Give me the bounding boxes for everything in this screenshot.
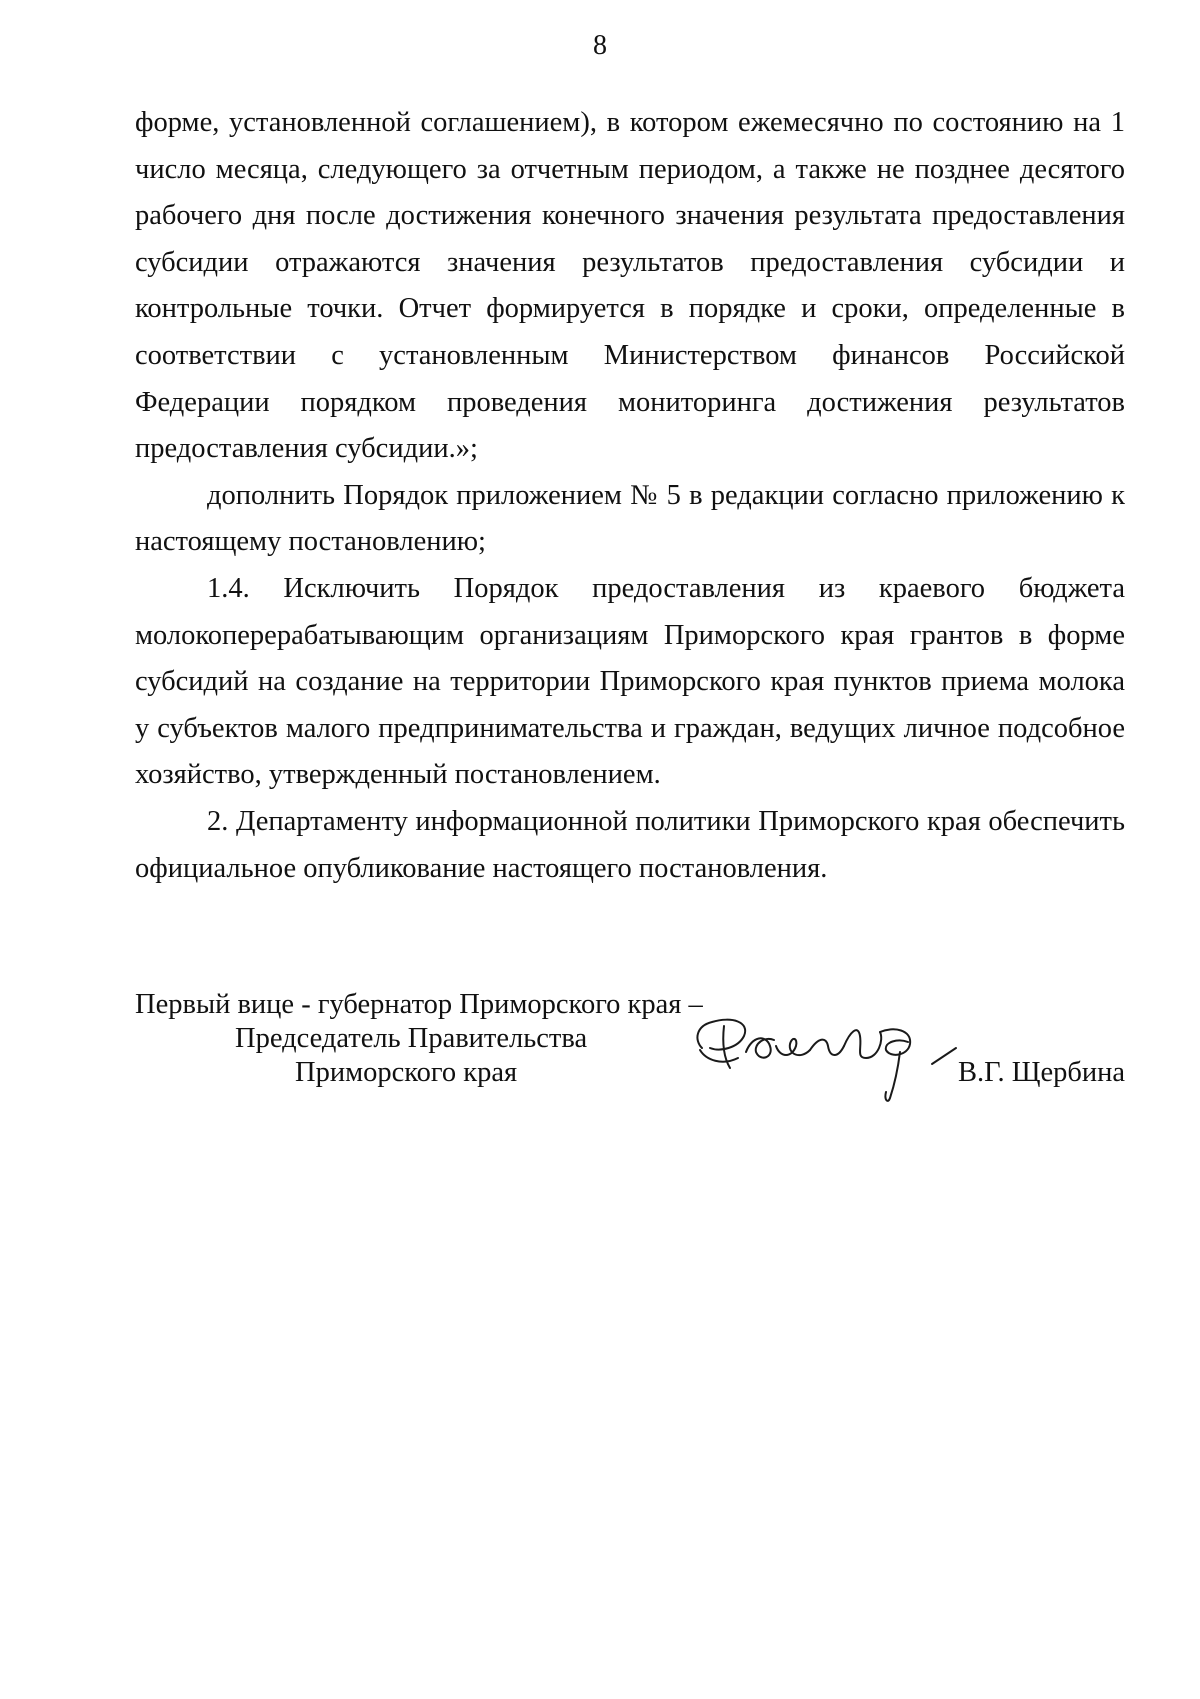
signatory-title-line-3: Приморского края (295, 1057, 518, 1088)
handwritten-signature-icon (680, 996, 1000, 1108)
paragraph-appendix-5: дополнить Порядок приложением № 5 в редакции согласно приложению к настоящему постановлению; (135, 479, 1125, 558)
signatory-title-line-1: Первый вице - губернатор Приморского края – (135, 989, 703, 1020)
paragraph-report-continuation: форме, установленной соглашением), в котором ежемесячно по состоянию на 1 число месяца, следующего за отчетным периодом, а также не позднее десятого рабочего дня после достижения конечного значения результата предоставления субсидии отражаются значения результатов предоставления субсидии и контрольные точки. Отчет формируется в порядке и сроки, определенные в соответствии с установленным Министерством финансов Российской Федерации порядком проведения мониторинга достижения результатов предоставления субсидии.»; (135, 107, 1125, 465)
signature-block (135, 988, 1125, 1108)
signatory-name: В.Г. Щербина (958, 1057, 1125, 1088)
page-number: 8 (593, 30, 607, 61)
document-body (135, 100, 1125, 892)
paragraph-clause-2: 2. Департаменту информационной политики Приморского края обеспечить официальное опубликование настоящего постановления. (135, 805, 1125, 884)
paragraph-clause-1-4: 1.4. Исключить Порядок предоставления из краевого бюджета молокоперерабатывающим организациям Приморского края грантов в форме субсидий на создание на территории Приморского края пунктов приема молока у субъектов малого предпринимательства и граждан, ведущих личное подсобное хозяйство, утвержденный постановлением. (135, 572, 1125, 791)
signatory-title-line-2: Председатель Правительства (235, 1023, 588, 1054)
